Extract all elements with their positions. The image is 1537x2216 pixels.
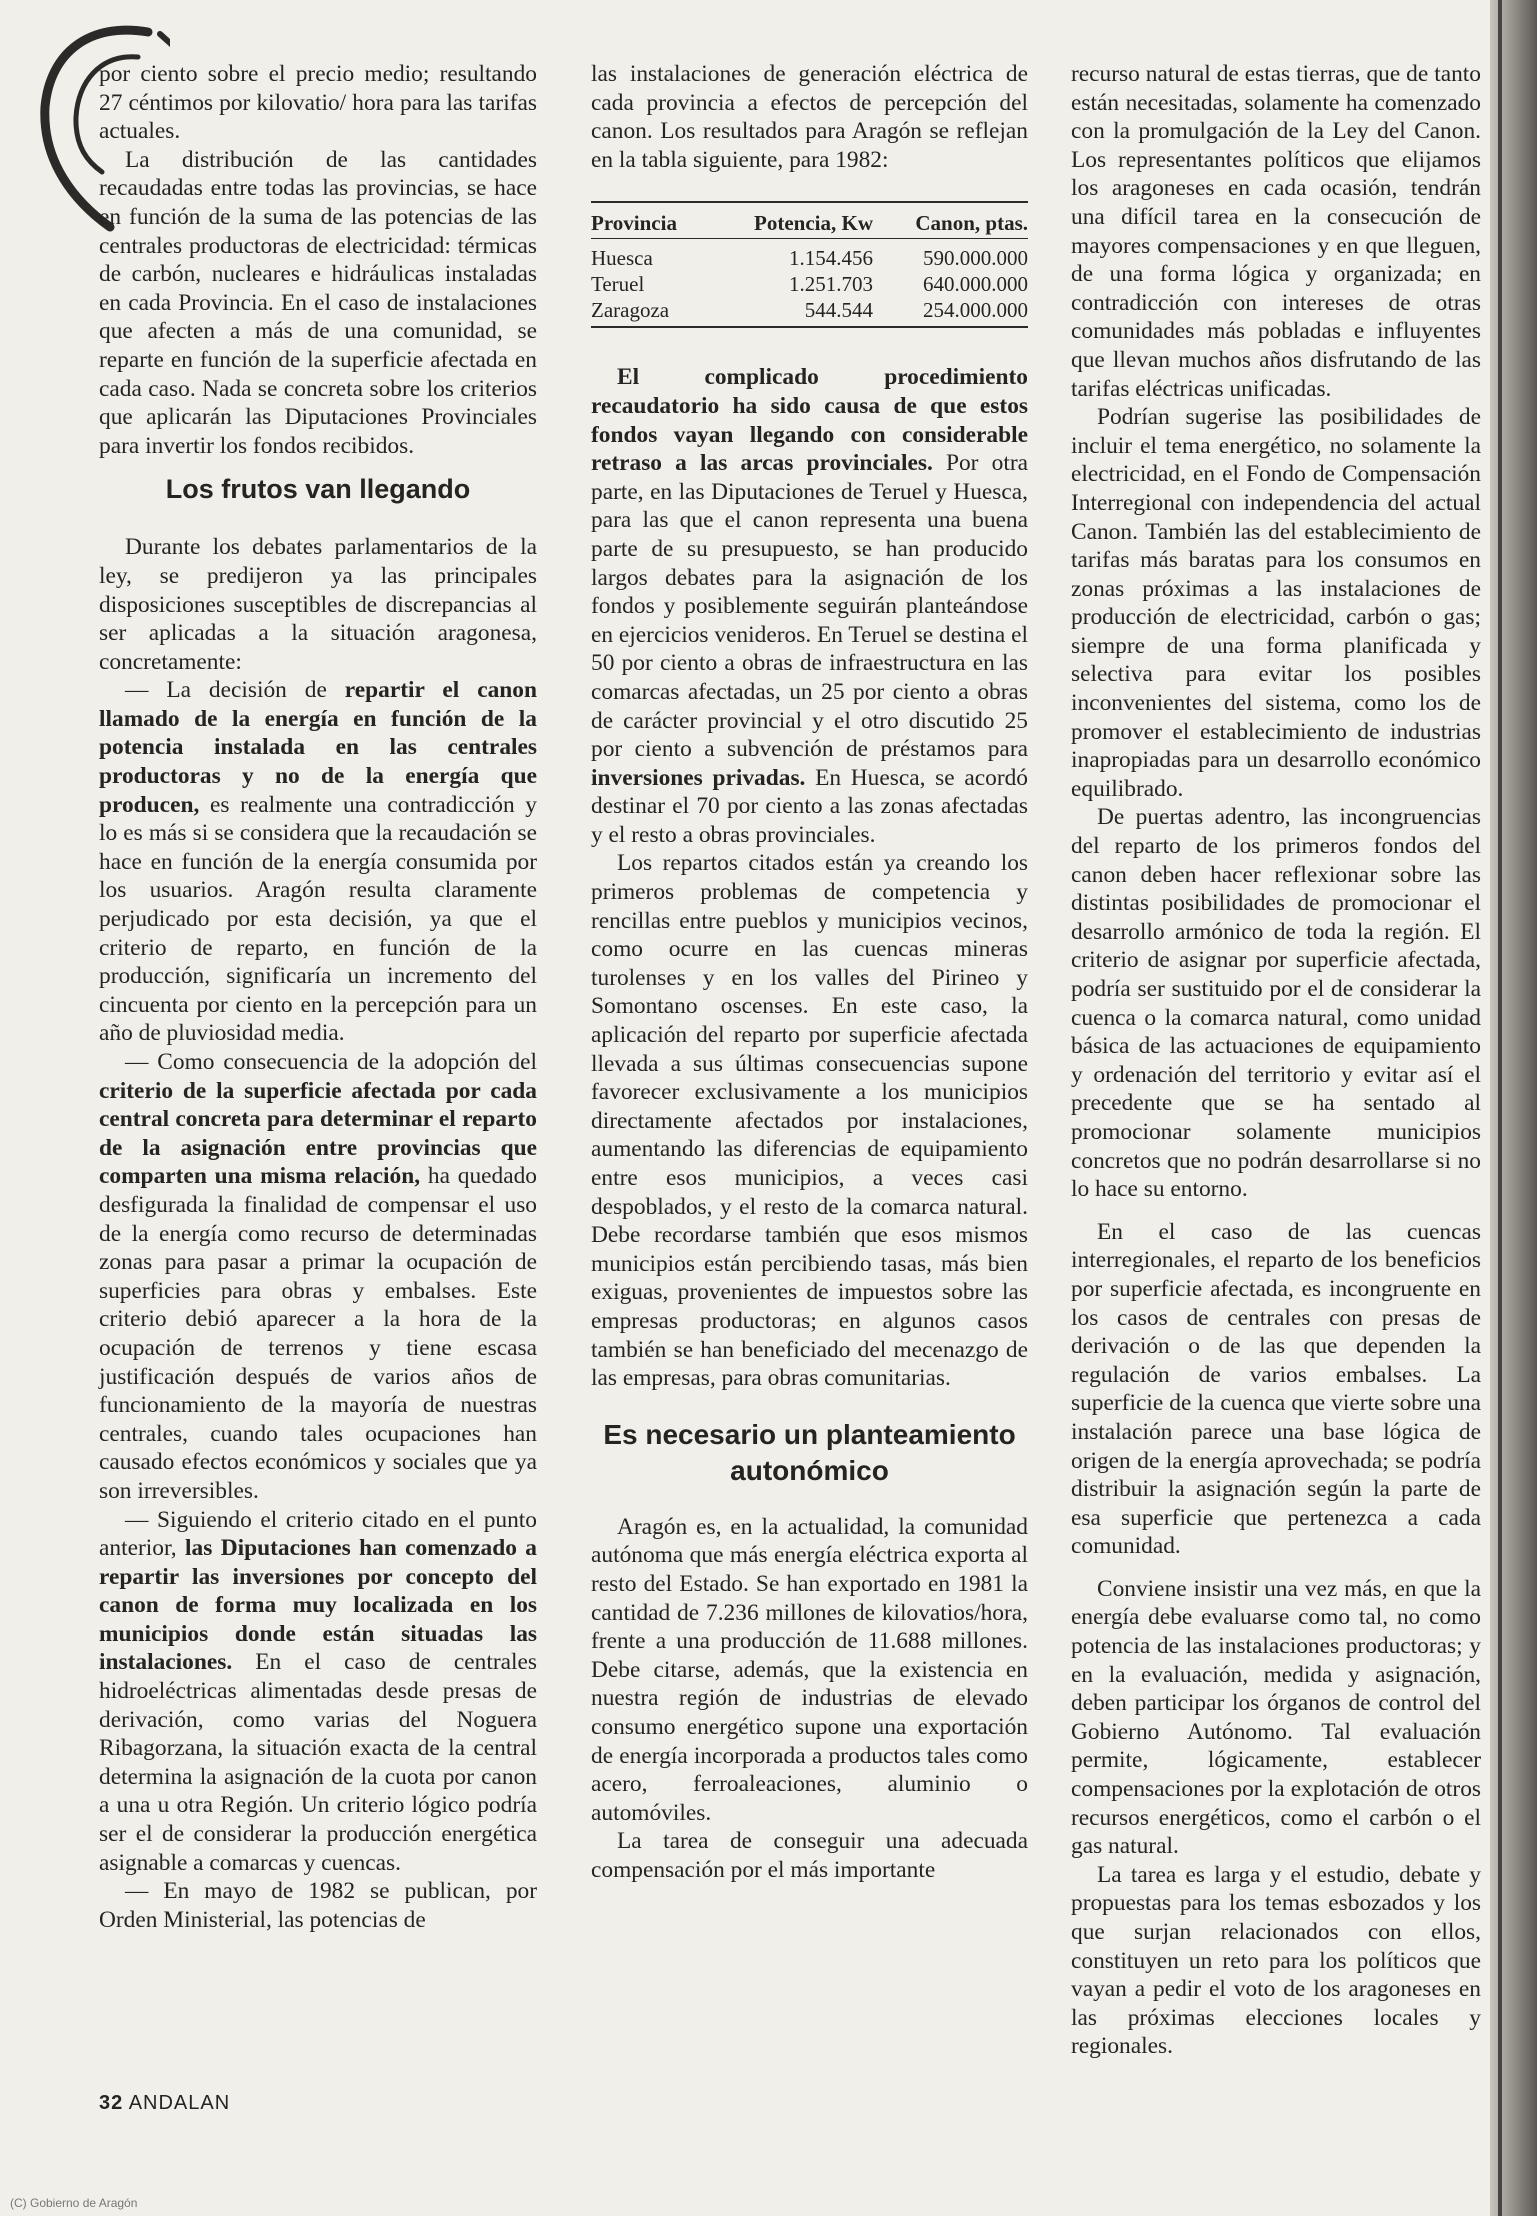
copyright-credit: (C) Gobierno de Aragón — [10, 2196, 138, 2210]
text-run: Por otra parte, en las Diputaciones de Teruel y Huesca, para las que el canon representa una buena parte de su presupuesto, se han producido largos debates para la asignación de los fondos y posiblemente seguirán planteándose en ejercicios venideros. En Teruel se destina el 50 por ciento a obras de infraestructura en las comarcas afectadas, un 25 por ciento a obras de carácter provincial y el otro discutido 25 por ciento a subvención de préstamos para — [591, 450, 1028, 763]
bold-text-run: repartir el canon llamado de la energía en función de la potencia instalada en las centrales productoras y no de la energía que producen, — [99, 677, 537, 818]
page-edge — [1490, 0, 1537, 2216]
col2-paragraph-1: las instalaciones de generación eléctrica de cada provincia a efectos de percepción del canon. Los resultados para Aragón se reflejan en la tabla siguiente, para 1982: — [591, 61, 1028, 173]
text-run: — Siguiendo el criterio citado en el punto anterior, — [99, 1506, 537, 1562]
table-cell: Zaragoza — [591, 297, 709, 327]
table-header-cell: Canon, ptas. — [873, 202, 1028, 239]
text-run: — La decisión de — [125, 677, 345, 704]
bold-text-run: criterio de la superficie afectada por cada central concreta para determinar el reparto de la asignación entre provincias que comparten una misma relación, — [99, 1077, 537, 1190]
text-run: — Como consecuencia de la adopción del — [125, 1049, 537, 1075]
col1-paragraph-1: por ciento sobre el precio medio; resultando 27 céntimos por kilovatio/ hora para las tarifas actuales. — [99, 61, 537, 145]
section-heading-planteamiento: Es necesario un planteamiento autonómico — [603, 1418, 1016, 1486]
table-cell: 254.000.000 — [873, 297, 1028, 327]
col3-paragraph-5: Conviene insistir una vez más, en que la energía debe evaluarse como tal, no como potencia de las instalaciones productoras; y en la evaluación, medida y asignación, deben participar los órganos de control del Gobierno Autónomo. Tal evaluación permite, lógicamente, establecer compensaciones por la explotación de otros recursos energéticos, como el carbón o el gas natural. — [1071, 1575, 1481, 1860]
table-cell: 544.544 — [709, 297, 873, 327]
canon-table — [591, 201, 1028, 328]
column-3 — [1071, 60, 1481, 2061]
col1-paragraph-5 — [99, 1048, 537, 1506]
col3-paragraph-3: De puertas adentro, las incongruencias del reparto de los primeros fondos del canon deben hacer reflexionar sobre las distintas posibilidades de promocionar el desarrollo armónico de toda la región. El criterio de asignar por superficie afectada, podría ser sustituido por el de considerar la cuenca o la comarca natural, como unidad básica de las actuaciones de equipamiento y ordenación del territorio y evitar así el precedente que se ha sentado al promocionar solamente municipios concretos que no podrán desarrollarse si no lo hace su entorno. — [1071, 804, 1481, 1203]
col2-paragraph-4: Aragón es, en la actualidad, la comunidad autónoma que más energía eléctrica exporta al resto del Estado. Se han exportado en 1981 la cantidad de 7.236 millones de kilovatios/hora, frente a una producción de 11.688 millones. Debe citarse, además, que la existencia en nuestra región de industrias de elevado consumo energético supone una exportación de energía incorporada a productos tales como acero, ferroaleaciones, aluminio o automóviles. — [591, 1513, 1028, 1826]
col2-paragraph-2 — [591, 363, 1028, 849]
table-header-row — [591, 202, 1028, 239]
table-cell: Teruel — [591, 272, 645, 297]
text-run: ha quedado desfigurada la finalidad de compensar el uso de la energía como recurso de determinadas zonas para pasar a primar la ocupación de superficies para obras y embalses. Este criterio debió aparecer a la hora de la ocupación de terrenos y tiene escasa justificación después de varios años de funcionamiento de la mayoría de nuestras centrales, cuando tales ocupaciones han causado efectos económicos y sociales que ya son irreversibles. — [99, 1163, 538, 1504]
table-row — [591, 297, 1028, 327]
col3-paragraph-4: En el caso de las cuencas interregionales, el reparto de los beneficios por superficie afectada, es incongruente en los casos de centrales con presas de derivación o de las que dependen la regulación de varios embalses. La superficie de la cuenca que vierte sobre una instalación parece una base lógica de origen de la energía aprovechada; se podría distribuir la asignación según la parte de esa superficie que pertenezca a cada comunidad. — [1071, 1218, 1481, 1560]
table-cell: 1.251.703 — [789, 272, 873, 297]
table-header-cell: Provincia — [591, 202, 709, 239]
col3-paragraph-6: La tarea es larga y el estudio, debate y propuestas para los temas esbozados y los que surjan relacionados con ellos, constituyen un reto para los políticos que vayan a pedir el voto de los aragoneses en las próximas elecciones locales y regionales. — [1071, 1861, 1481, 2060]
col1-paragraph-4 — [99, 676, 537, 1048]
text-run: En Huesca, se acordó destinar el 70 por ciento a las zonas afectadas y el resto a obras provinciales. — [591, 764, 1028, 848]
page-number: 32 — [99, 2092, 124, 2114]
table-header-cell: Potencia, Kw — [709, 202, 873, 239]
bold-text-run: inversiones privadas. — [591, 764, 806, 791]
table-row — [591, 271, 1028, 297]
table-cell: Huesca — [591, 246, 653, 271]
binding-line — [1498, 0, 1502, 2216]
bold-text-run: las Diputaciones han comenzado a repartir las inversiones por concepto del canon de forma muy localizada en los municipios donde están situadas las instalaciones. — [99, 1535, 537, 1676]
col1-paragraph-3: Durante los debates parlamentarios de la ley, se predijeron ya las principales disposiciones susceptibles de discrepancias al ser aplicadas a la situación aragonesa, concretamente: — [99, 534, 537, 675]
table-cell: 640.000.000 — [923, 272, 1028, 297]
col1-paragraph-2: La distribución de las cantidades recaudadas entre todas las provincias, se hace en función de la suma de las potencias de las centrales productoras de electricidad: térmicas de carbón, nucleares e hidráulicas instaladas en cada Provincia. En el caso de instalaciones que afecten a más de una comunidad, se reparte en función de la superficie afectada en cada caso. Nada se concreta sobre los criterios que aplicarán las Diputaciones Provinciales para invertir los fondos recibidos. — [99, 146, 537, 459]
page-footer — [99, 2092, 230, 2115]
col2-paragraph-5: La tarea de conseguir una adecuada compensación por el más importante — [591, 1828, 1028, 1883]
column-2 — [591, 60, 1028, 1884]
bold-text-run: El complicado procedimiento recaudatorio ha sido causa de que estos fondos vayan llegando con considerable retraso a las arcas provinciales. — [591, 364, 1028, 477]
table-cell: 1.154.456 — [789, 246, 873, 271]
text-run: es realmente una contradicción y lo es más si se considera que la recaudación se hace en función de la energía consumida por los usuarios. Aragón resulta claramente perjudicado por esta decisión, ya que el criterio de reparto, en función de la producción, significaría un incremento del cincuenta por ciento en la percepción para un año de pluviosidad media. — [99, 791, 537, 1047]
table-cell: 590.000.000 — [923, 246, 1028, 271]
col3-paragraph-2: Podrían sugerise las posibilidades de incluir el tema energético, no solamente la electricidad, en el Fondo de Compensación Interregional con independencia del actual Canon. También las del establecimiento de tarifas más baratas para los consumos en zonas próximas a las instalaciones de producción de electricidad, carbón o gas; siempre de una forma planificada y selectiva para evitar los posibles inconvenientes del sistema, como los de promover el establecimiento de industrias inapropiadas para un desarrollo económico equilibrado. — [1071, 404, 1481, 802]
text-run: En el caso de centrales hidroeléctricas alimentadas desde presas de derivación, como varias del Noguera Ribagorzana, la situación exacta de la central determina la asignación de la cuota por canon a una u otra Región. Un criterio lógico podría ser el de considerar la producción energética asignable a comarcas y cuencas. — [99, 1649, 537, 1876]
section-heading-los-frutos: Los frutos van llegando — [165, 474, 471, 505]
col3-paragraph-1: recurso natural de estas tierras, que de tanto están necesitadas, solamente ha comenzado con la promulgación de la Ley del Canon. Los representantes políticos que elijamos los aragoneses en cada ocasión, tendrán una difícil tarea en la consecución de mayores compensaciones y en que lleguen, de una forma lógica y organizada; en contradicción con intereses de otras comunidades más pobladas e influyentes que llevan muchos años disfrutando de las tarifas eléctricas unificadas. — [1071, 61, 1481, 402]
col1-paragraph-7: — En mayo de 1982 se publican, por Orden Ministerial, las potencias de — [99, 1878, 537, 1933]
col1-paragraph-6 — [99, 1506, 537, 1878]
col2-paragraph-3: Los repartos citados están ya creando los primeros problemas de competencia y rencillas entre pueblos y municipios vecinos, como ocurre en las cuencas mineras turolenses y en los valles del Pirineo y Somontano oscenses. En este caso, la aplicación del reparto por superficie afectada llevada a sus últimas consecuencias supone favorecer exclusivamente a los municipios directamente afectados por instalaciones, aumentando las diferencias de equipamiento entre esos municipios, a veces casi despoblados, y el resto de la comarca natural. Debe recordarse también que esos mismos municipios están percibiendo tasas, más bien exiguas, provenientes de impuestos sobre las empresas productoras; en algunos casos también se han beneficiado del mecenazgo de las empresas, para obras comunitarias. — [591, 850, 1028, 1392]
column-1 — [99, 60, 537, 1934]
magazine-name: ANDALAN — [128, 2092, 231, 2114]
table-row — [591, 239, 1028, 272]
